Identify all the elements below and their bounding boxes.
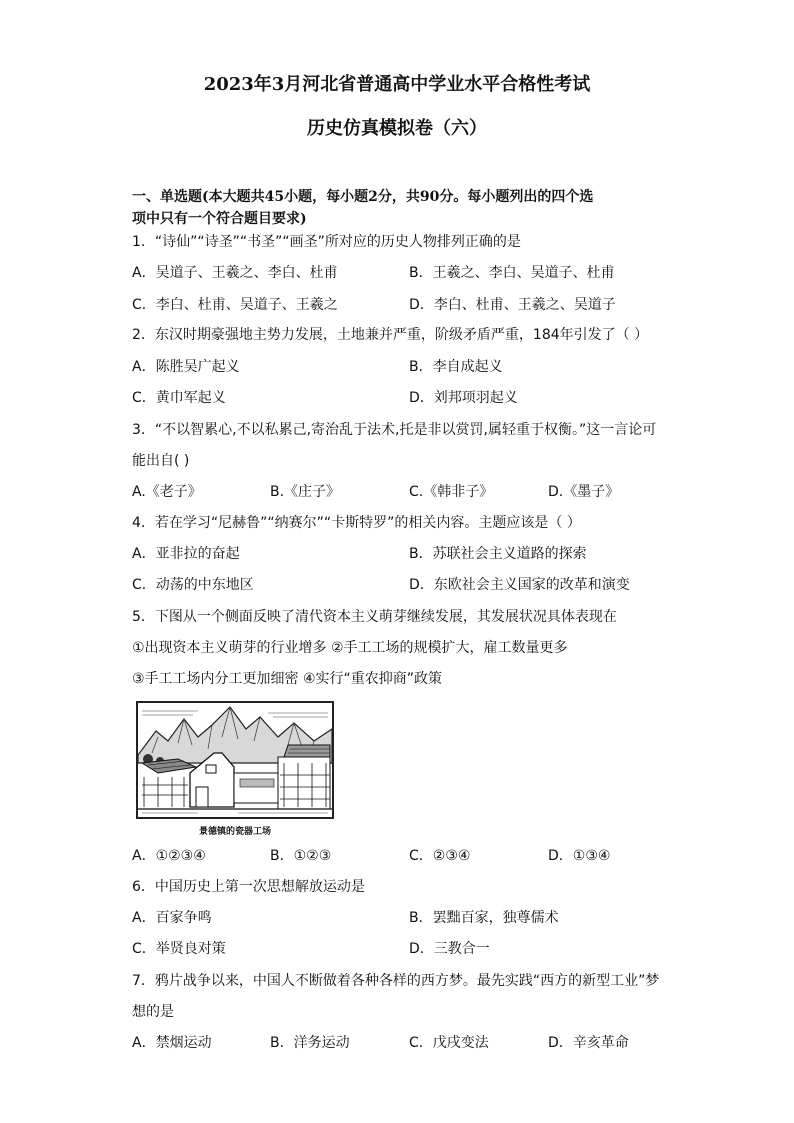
- q3-option-a: A.《老子》: [132, 484, 202, 500]
- q2-option-d: D．刘邦项羽起义: [409, 390, 518, 406]
- q4-option-c: C．动荡的中东地区: [132, 577, 254, 593]
- q2-option-a: A．陈胜吴广起义: [132, 359, 240, 375]
- q1-option-b: B．王羲之、李白、吴道子、杜甫: [409, 265, 615, 281]
- q5-option-d: D．①③④: [548, 848, 611, 864]
- q7-stem-line1: 7．鸦片战争以来，中国人不断做着各种各样的西方梦。最先实践“西方的新型工业”梦: [132, 973, 660, 989]
- q3-option-d: D.《墨子》: [548, 484, 620, 500]
- q4-stem: 4．若在学习“尼赫鲁”“纳赛尔”“卡斯特罗”的相关内容。主题应该是（ ）: [132, 515, 581, 531]
- q7-stem-line2: 想的是: [132, 1004, 174, 1020]
- q5-stem: 5．下图从一个侧面反映了清代资本主义萌芽继续发展，其发展状况具体表现在: [132, 609, 617, 625]
- q3-option-c: C.《韩非子》: [409, 484, 494, 500]
- q6-stem: 6．中国历史上第一次思想解放运动是: [132, 879, 365, 895]
- exam-title: 2023年3月河北省普通高中学业水平合格性考试: [203, 74, 591, 95]
- q7-option-d: D．辛亥革命: [548, 1035, 629, 1051]
- q4-option-a: A．亚非拉的奋起: [132, 546, 240, 562]
- q3-option-b: B.《庄子》: [270, 484, 341, 500]
- section-heading-line1: 一、单选题(本大题共45小题，每小题2分，共90分。每小题列出的四个选: [132, 189, 594, 205]
- q3-stem-line2: 能出自( ): [132, 453, 190, 469]
- q6-option-a: A．百家争鸣: [132, 910, 212, 926]
- q1-option-a: A．吴道子、王羲之、李白、杜甫: [132, 265, 338, 281]
- q4-option-d: D．东欧社会主义国家的改革和演变: [409, 577, 630, 593]
- q1-option-d: D．李白、杜甫、王羲之、吴道子: [409, 297, 616, 313]
- q5-option-c: C．②③④: [409, 848, 471, 864]
- q1-option-c: C．李白、杜甫、吴道子、王羲之: [132, 297, 338, 313]
- q5-statement-line1: ①出现资本主义萌芽的行业增多 ②手工工场的规模扩大，雇工数量更多: [132, 640, 568, 656]
- figure-caption: 景德镇的瓷器工场: [198, 827, 271, 837]
- q1-stem: 1．“诗仙”“诗圣”“书圣”“画圣”所对应的历史人物排列正确的是: [132, 234, 521, 250]
- q3-stem-line1: 3．“不以智累心,不以私累己,寄治乱于法术,托是非以赏罚,属轻重于权衡。”这一言论可: [132, 422, 657, 438]
- q6-option-c: C．举贤良对策: [132, 941, 226, 957]
- exam-subtitle: 历史仿真模拟卷（六）: [307, 118, 487, 139]
- q2-option-c: C．黄巾军起义: [132, 390, 226, 406]
- section-heading: [132, 186, 677, 230]
- q5-statement-line2: ③手工工场内分工更加细密 ④实行“重农抑商”政策: [132, 671, 443, 687]
- woodcut-scene-image: [138, 703, 332, 817]
- q7-option-a: A．禁烟运动: [132, 1035, 212, 1051]
- porcelain-workshop-illustration: [136, 701, 334, 819]
- q5-option-b: B．①②③: [270, 848, 332, 864]
- q2-option-b: B．李自成起义: [409, 359, 503, 375]
- q5-option-a: A．①②③④: [132, 848, 206, 864]
- q2-stem: 2．东汉时期豪强地主势力发展，土地兼并严重，阶级矛盾严重，184年引发了（ ）: [132, 327, 649, 343]
- q7-option-c: C．戊戌变法: [409, 1035, 489, 1051]
- q6-option-d: D．三教合一: [409, 941, 490, 957]
- section-heading-line2: 项中只有一个符合题目要求): [132, 211, 307, 227]
- q4-option-b: B．苏联社会主义道路的探索: [409, 546, 587, 562]
- q6-option-b: B．罢黜百家，独尊儒术: [409, 910, 559, 926]
- q7-option-b: B．洋务运动: [270, 1035, 350, 1051]
